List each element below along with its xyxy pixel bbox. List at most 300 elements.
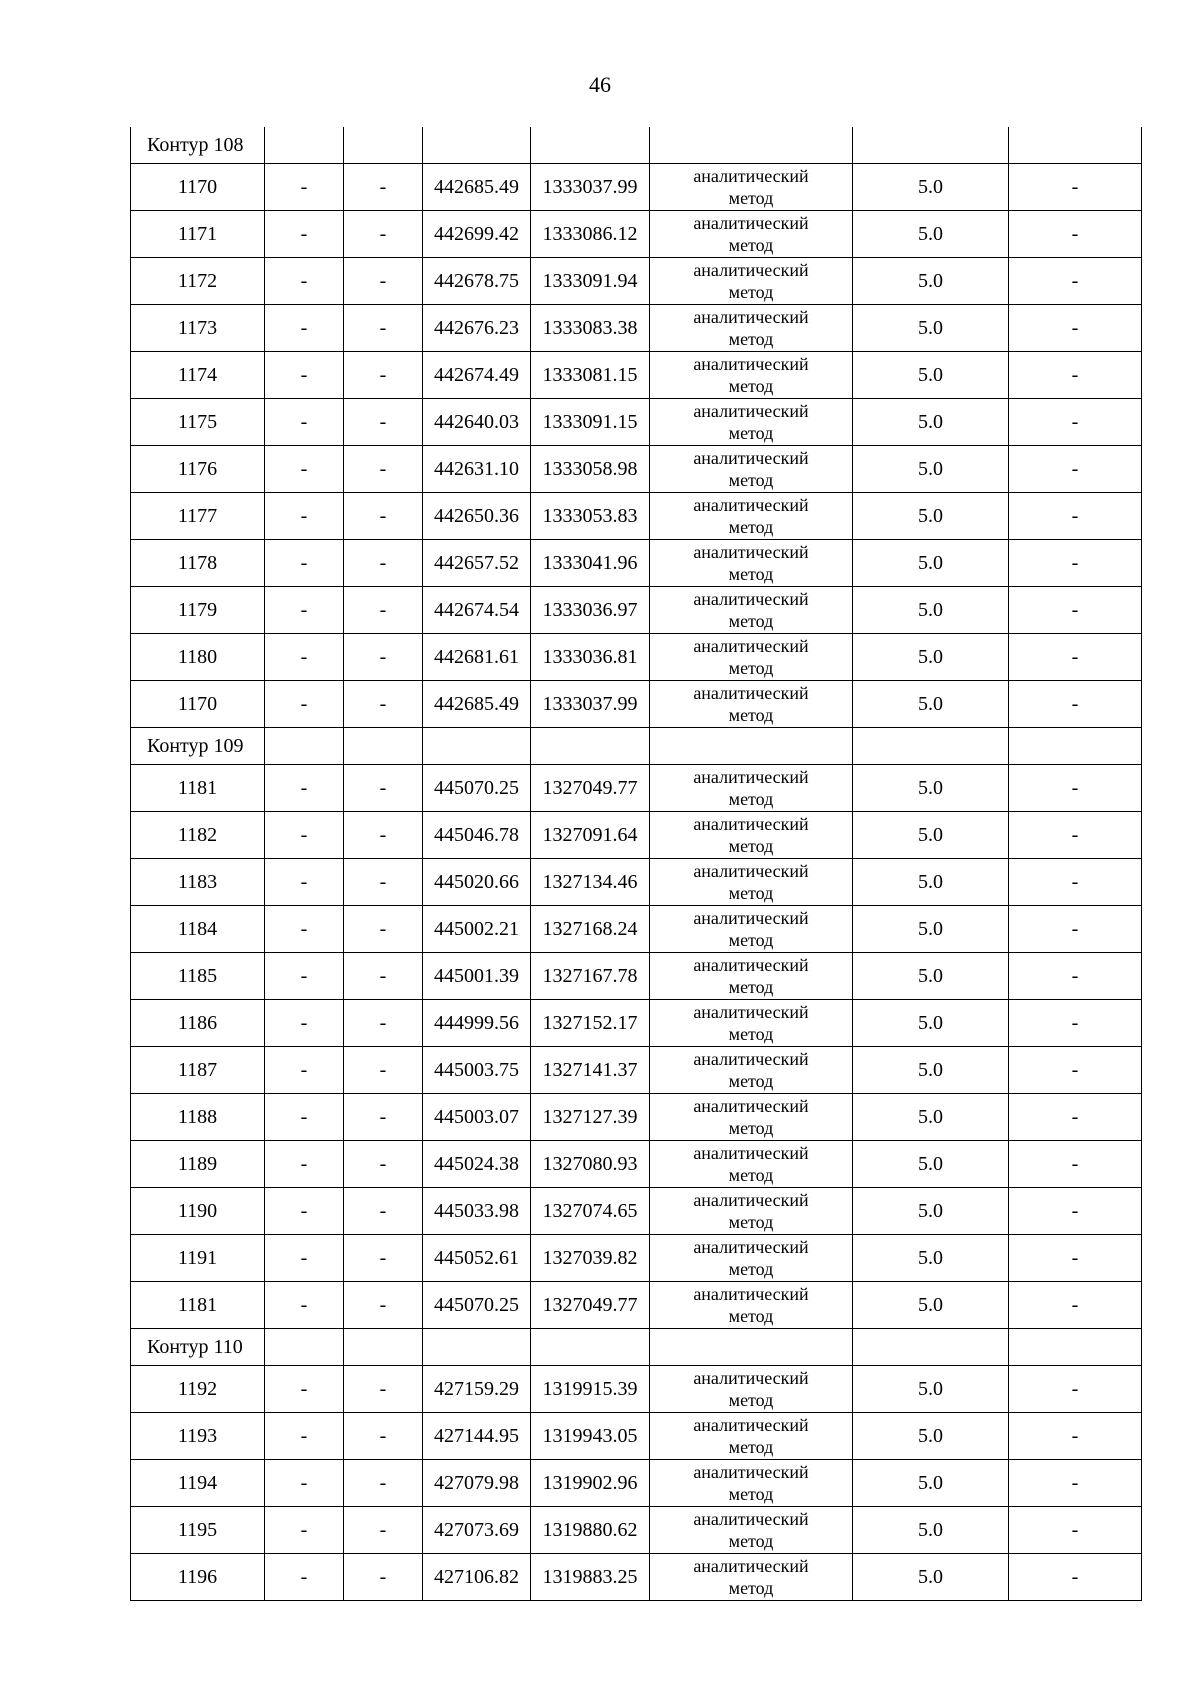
point-number: 1193: [131, 1413, 265, 1460]
x-coordinate: 427106.82: [423, 1554, 531, 1601]
method-line-1: аналитический: [693, 1415, 809, 1435]
x-coordinate: 445024.38: [423, 1141, 531, 1188]
y-coordinate: 1327168.24: [531, 906, 650, 953]
point-number: 1188: [131, 1094, 265, 1141]
dash-cell: -: [344, 812, 423, 859]
x-coordinate: 445001.39: [423, 953, 531, 1000]
accuracy-value: 5.0: [853, 1141, 1009, 1188]
method-line-2: метод: [728, 611, 774, 631]
accuracy-value: 5.0: [853, 1554, 1009, 1601]
method-line-2: метод: [728, 188, 774, 208]
contour-label: Контур 108: [131, 127, 265, 164]
accuracy-value: 5.0: [853, 812, 1009, 859]
x-coordinate: 442681.61: [423, 634, 531, 681]
dash-cell: -: [1009, 1094, 1142, 1141]
dash-cell: -: [1009, 765, 1142, 812]
dash-cell: -: [344, 1141, 423, 1188]
dash-cell: -: [1009, 1507, 1142, 1554]
dash-cell: -: [265, 1460, 344, 1507]
empty-cell: [853, 127, 1009, 164]
method-line-2: метод: [728, 1484, 774, 1504]
method-line-2: метод: [728, 1259, 774, 1279]
y-coordinate: 1333058.98: [531, 446, 650, 493]
method-line-2: метод: [728, 836, 774, 856]
method-line-2: метод: [728, 470, 774, 490]
accuracy-value: 5.0: [853, 540, 1009, 587]
accuracy-value: 5.0: [853, 258, 1009, 305]
method-line-2: метод: [728, 930, 774, 950]
dash-cell: -: [344, 634, 423, 681]
method-line-2: метод: [728, 883, 774, 903]
method-line-2: метод: [728, 789, 774, 809]
coordinates-table: [130, 127, 1142, 1601]
method-line-2: метод: [728, 235, 774, 255]
dash-cell: -: [265, 681, 344, 728]
table-row: [131, 906, 1142, 953]
x-coordinate: 442674.49: [423, 352, 531, 399]
dash-cell: -: [265, 1413, 344, 1460]
table-row: [131, 164, 1142, 211]
accuracy-value: 5.0: [853, 953, 1009, 1000]
table-row: [131, 765, 1142, 812]
method-cell: [650, 211, 853, 258]
method-line-1: аналитический: [693, 636, 809, 656]
x-coordinate: 442678.75: [423, 258, 531, 305]
point-number: 1187: [131, 1047, 265, 1094]
method-line-1: аналитический: [693, 767, 809, 787]
accuracy-value: 5.0: [853, 906, 1009, 953]
dash-cell: -: [344, 352, 423, 399]
dash-cell: -: [265, 859, 344, 906]
accuracy-value: 5.0: [853, 1047, 1009, 1094]
accuracy-value: 5.0: [853, 493, 1009, 540]
method-cell: [650, 1141, 853, 1188]
dash-cell: -: [1009, 1554, 1142, 1601]
contour-header-row: [131, 127, 1142, 164]
method-line-1: аналитический: [693, 955, 809, 975]
method-line-2: метод: [728, 1165, 774, 1185]
dash-cell: -: [344, 1188, 423, 1235]
dash-cell: -: [344, 1460, 423, 1507]
point-number: 1173: [131, 305, 265, 352]
dash-cell: -: [1009, 164, 1142, 211]
dash-cell: -: [1009, 1413, 1142, 1460]
dash-cell: -: [265, 1188, 344, 1235]
table-row: [131, 812, 1142, 859]
method-line-1: аналитический: [693, 589, 809, 609]
dash-cell: -: [265, 906, 344, 953]
table-row: [131, 1188, 1142, 1235]
x-coordinate: 445002.21: [423, 906, 531, 953]
method-cell: [650, 906, 853, 953]
table-row: [131, 1047, 1142, 1094]
point-number: 1194: [131, 1460, 265, 1507]
accuracy-value: 5.0: [853, 1366, 1009, 1413]
table-row: [131, 493, 1142, 540]
dash-cell: -: [265, 1235, 344, 1282]
table-row: [131, 540, 1142, 587]
dash-cell: -: [265, 1047, 344, 1094]
point-number: 1185: [131, 953, 265, 1000]
method-line-1: аналитический: [693, 542, 809, 562]
dash-cell: -: [265, 352, 344, 399]
method-line-2: метод: [728, 1390, 774, 1410]
dash-cell: -: [1009, 953, 1142, 1000]
method-cell: [650, 681, 853, 728]
empty-cell: [650, 728, 853, 765]
method-cell: [650, 1094, 853, 1141]
method-line-1: аналитический: [693, 1049, 809, 1069]
x-coordinate: 445070.25: [423, 765, 531, 812]
accuracy-value: 5.0: [853, 352, 1009, 399]
y-coordinate: 1319943.05: [531, 1413, 650, 1460]
table-row: [131, 1141, 1142, 1188]
dash-cell: -: [265, 1366, 344, 1413]
x-coordinate: 442674.54: [423, 587, 531, 634]
x-coordinate: 445020.66: [423, 859, 531, 906]
dash-cell: -: [344, 305, 423, 352]
x-coordinate: 442657.52: [423, 540, 531, 587]
table-row: [131, 258, 1142, 305]
dash-cell: -: [265, 305, 344, 352]
point-number: 1175: [131, 399, 265, 446]
method-cell: [650, 352, 853, 399]
method-cell: [650, 1460, 853, 1507]
table-row: [131, 681, 1142, 728]
y-coordinate: 1327074.65: [531, 1188, 650, 1235]
point-number: 1196: [131, 1554, 265, 1601]
empty-cell: [344, 1329, 423, 1366]
x-coordinate: 445070.25: [423, 1282, 531, 1329]
accuracy-value: 5.0: [853, 1460, 1009, 1507]
y-coordinate: 1327152.17: [531, 1000, 650, 1047]
y-coordinate: 1327080.93: [531, 1141, 650, 1188]
method-cell: [650, 1235, 853, 1282]
table-row: [131, 587, 1142, 634]
table-row: [131, 352, 1142, 399]
dash-cell: -: [265, 164, 344, 211]
dash-cell: -: [265, 399, 344, 446]
method-line-1: аналитический: [693, 1284, 809, 1304]
table-row: [131, 446, 1142, 493]
method-cell: [650, 1507, 853, 1554]
method-line-1: аналитический: [693, 1237, 809, 1257]
dash-cell: -: [1009, 1235, 1142, 1282]
method-line-2: метод: [728, 423, 774, 443]
method-line-2: метод: [728, 329, 774, 349]
y-coordinate: 1333053.83: [531, 493, 650, 540]
point-number: 1189: [131, 1141, 265, 1188]
method-line-2: метод: [728, 1531, 774, 1551]
empty-cell: [650, 1329, 853, 1366]
method-line-2: метод: [728, 1071, 774, 1091]
dash-cell: -: [265, 1000, 344, 1047]
dash-cell: -: [1009, 1282, 1142, 1329]
accuracy-value: 5.0: [853, 1282, 1009, 1329]
dash-cell: -: [265, 812, 344, 859]
contour-header-row: [131, 728, 1142, 765]
contour-label: Контур 110: [131, 1329, 265, 1366]
method-line-1: аналитический: [693, 1143, 809, 1163]
dash-cell: -: [344, 211, 423, 258]
y-coordinate: 1333091.94: [531, 258, 650, 305]
y-coordinate: 1333091.15: [531, 399, 650, 446]
dash-cell: -: [265, 211, 344, 258]
empty-cell: [853, 1329, 1009, 1366]
dash-cell: -: [1009, 906, 1142, 953]
dash-cell: -: [344, 1413, 423, 1460]
method-line-1: аналитический: [693, 1509, 809, 1529]
dash-cell: -: [265, 446, 344, 493]
point-number: 1181: [131, 1282, 265, 1329]
dash-cell: -: [1009, 812, 1142, 859]
dash-cell: -: [265, 953, 344, 1000]
x-coordinate: 442699.42: [423, 211, 531, 258]
empty-cell: [423, 127, 531, 164]
method-cell: [650, 493, 853, 540]
x-coordinate: 427079.98: [423, 1460, 531, 1507]
dash-cell: -: [1009, 634, 1142, 681]
method-line-2: метод: [728, 517, 774, 537]
dash-cell: -: [1009, 211, 1142, 258]
empty-cell: [1009, 1329, 1142, 1366]
point-number: 1170: [131, 681, 265, 728]
contour-label: Контур 109: [131, 728, 265, 765]
y-coordinate: 1327049.77: [531, 765, 650, 812]
table-row: [131, 1460, 1142, 1507]
accuracy-value: 5.0: [853, 1413, 1009, 1460]
point-number: 1178: [131, 540, 265, 587]
empty-cell: [531, 1329, 650, 1366]
point-number: 1186: [131, 1000, 265, 1047]
method-cell: [650, 1366, 853, 1413]
method-line-1: аналитический: [693, 401, 809, 421]
y-coordinate: 1327049.77: [531, 1282, 650, 1329]
dash-cell: -: [344, 540, 423, 587]
point-number: 1171: [131, 211, 265, 258]
y-coordinate: 1333037.99: [531, 164, 650, 211]
dash-cell: -: [1009, 587, 1142, 634]
table-row: [131, 211, 1142, 258]
method-cell: [650, 305, 853, 352]
accuracy-value: 5.0: [853, 859, 1009, 906]
method-cell: [650, 164, 853, 211]
point-number: 1182: [131, 812, 265, 859]
table-row: [131, 1366, 1142, 1413]
point-number: 1184: [131, 906, 265, 953]
empty-cell: [853, 728, 1009, 765]
empty-cell: [531, 728, 650, 765]
accuracy-value: 5.0: [853, 305, 1009, 352]
method-line-2: метод: [728, 564, 774, 584]
table-body: [131, 127, 1142, 1601]
method-line-2: метод: [728, 1212, 774, 1232]
dash-cell: -: [1009, 1460, 1142, 1507]
page-number: 46: [589, 72, 611, 97]
dash-cell: -: [1009, 446, 1142, 493]
point-number: 1179: [131, 587, 265, 634]
table-row: [131, 1282, 1142, 1329]
point-number: 1183: [131, 859, 265, 906]
point-number: 1170: [131, 164, 265, 211]
method-line-1: аналитический: [693, 448, 809, 468]
point-number: 1176: [131, 446, 265, 493]
method-line-2: метод: [728, 1306, 774, 1326]
dash-cell: -: [265, 587, 344, 634]
method-cell: [650, 1047, 853, 1094]
method-line-1: аналитический: [693, 908, 809, 928]
dash-cell: -: [1009, 258, 1142, 305]
empty-cell: [265, 728, 344, 765]
point-number: 1192: [131, 1366, 265, 1413]
accuracy-value: 5.0: [853, 211, 1009, 258]
dash-cell: -: [265, 1141, 344, 1188]
y-coordinate: 1319915.39: [531, 1366, 650, 1413]
table-row: [131, 634, 1142, 681]
dash-cell: -: [344, 859, 423, 906]
method-line-1: аналитический: [693, 814, 809, 834]
y-coordinate: 1319883.25: [531, 1554, 650, 1601]
dash-cell: -: [1009, 352, 1142, 399]
dash-cell: -: [1009, 859, 1142, 906]
method-line-2: метод: [728, 1437, 774, 1457]
x-coordinate: 442676.23: [423, 305, 531, 352]
table-row: [131, 1554, 1142, 1601]
point-number: 1174: [131, 352, 265, 399]
point-number: 1172: [131, 258, 265, 305]
contour-header-row: [131, 1329, 1142, 1366]
method-cell: [650, 1282, 853, 1329]
y-coordinate: 1327091.64: [531, 812, 650, 859]
method-cell: [650, 587, 853, 634]
dash-cell: -: [265, 1282, 344, 1329]
method-line-1: аналитический: [693, 1096, 809, 1116]
y-coordinate: 1327134.46: [531, 859, 650, 906]
table-row: [131, 1094, 1142, 1141]
dash-cell: -: [1009, 1047, 1142, 1094]
method-line-2: метод: [728, 705, 774, 725]
y-coordinate: 1327039.82: [531, 1235, 650, 1282]
method-cell: [650, 540, 853, 587]
empty-cell: [531, 127, 650, 164]
method-cell: [650, 859, 853, 906]
accuracy-value: 5.0: [853, 1000, 1009, 1047]
dash-cell: -: [344, 953, 423, 1000]
method-cell: [650, 1413, 853, 1460]
dash-cell: -: [1009, 681, 1142, 728]
dash-cell: -: [344, 258, 423, 305]
dash-cell: -: [1009, 399, 1142, 446]
table-row: [131, 953, 1142, 1000]
x-coordinate: 427073.69: [423, 1507, 531, 1554]
empty-cell: [265, 1329, 344, 1366]
accuracy-value: 5.0: [853, 164, 1009, 211]
method-line-1: аналитический: [693, 1462, 809, 1482]
dash-cell: -: [344, 1282, 423, 1329]
x-coordinate: 444999.56: [423, 1000, 531, 1047]
dash-cell: -: [344, 1000, 423, 1047]
point-number: 1191: [131, 1235, 265, 1282]
method-line-1: аналитический: [693, 166, 809, 186]
dash-cell: -: [344, 1366, 423, 1413]
table-row: [131, 1235, 1142, 1282]
y-coordinate: 1333041.96: [531, 540, 650, 587]
method-line-2: метод: [728, 282, 774, 302]
accuracy-value: 5.0: [853, 1507, 1009, 1554]
method-cell: [650, 1554, 853, 1601]
method-line-1: аналитический: [693, 354, 809, 374]
accuracy-value: 5.0: [853, 1094, 1009, 1141]
method-line-2: метод: [728, 977, 774, 997]
dash-cell: -: [1009, 1000, 1142, 1047]
accuracy-value: 5.0: [853, 634, 1009, 681]
table-row: [131, 859, 1142, 906]
accuracy-value: 5.0: [853, 446, 1009, 493]
table-row: [131, 1413, 1142, 1460]
dash-cell: -: [344, 1507, 423, 1554]
dash-cell: -: [344, 587, 423, 634]
method-line-2: метод: [728, 1024, 774, 1044]
dash-cell: -: [1009, 1141, 1142, 1188]
dash-cell: -: [1009, 493, 1142, 540]
point-number: 1180: [131, 634, 265, 681]
y-coordinate: 1333083.38: [531, 305, 650, 352]
dash-cell: -: [265, 258, 344, 305]
y-coordinate: 1327127.39: [531, 1094, 650, 1141]
empty-cell: [344, 127, 423, 164]
dash-cell: -: [265, 765, 344, 812]
y-coordinate: 1327167.78: [531, 953, 650, 1000]
method-cell: [650, 812, 853, 859]
y-coordinate: 1327141.37: [531, 1047, 650, 1094]
dash-cell: -: [265, 634, 344, 681]
method-cell: [650, 634, 853, 681]
accuracy-value: 5.0: [853, 1235, 1009, 1282]
method-line-1: аналитический: [693, 1002, 809, 1022]
accuracy-value: 5.0: [853, 1188, 1009, 1235]
accuracy-value: 5.0: [853, 765, 1009, 812]
dash-cell: -: [265, 1094, 344, 1141]
method-cell: [650, 399, 853, 446]
y-coordinate: 1333036.81: [531, 634, 650, 681]
dash-cell: -: [344, 681, 423, 728]
x-coordinate: 445046.78: [423, 812, 531, 859]
y-coordinate: 1333037.99: [531, 681, 650, 728]
dash-cell: -: [344, 493, 423, 540]
table-row: [131, 1000, 1142, 1047]
y-coordinate: 1333081.15: [531, 352, 650, 399]
method-line-2: метод: [728, 1578, 774, 1598]
method-line-1: аналитический: [693, 260, 809, 280]
dash-cell: -: [265, 1507, 344, 1554]
method-line-1: аналитический: [693, 861, 809, 881]
x-coordinate: 442631.10: [423, 446, 531, 493]
table-row: [131, 305, 1142, 352]
method-line-1: аналитический: [693, 1368, 809, 1388]
point-number: 1190: [131, 1188, 265, 1235]
method-cell: [650, 446, 853, 493]
x-coordinate: 442685.49: [423, 681, 531, 728]
dash-cell: -: [344, 164, 423, 211]
x-coordinate: 442685.49: [423, 164, 531, 211]
dash-cell: -: [344, 1047, 423, 1094]
dash-cell: -: [344, 1554, 423, 1601]
y-coordinate: 1333036.97: [531, 587, 650, 634]
method-line-1: аналитический: [693, 683, 809, 703]
point-number: 1177: [131, 493, 265, 540]
accuracy-value: 5.0: [853, 399, 1009, 446]
dash-cell: -: [344, 446, 423, 493]
